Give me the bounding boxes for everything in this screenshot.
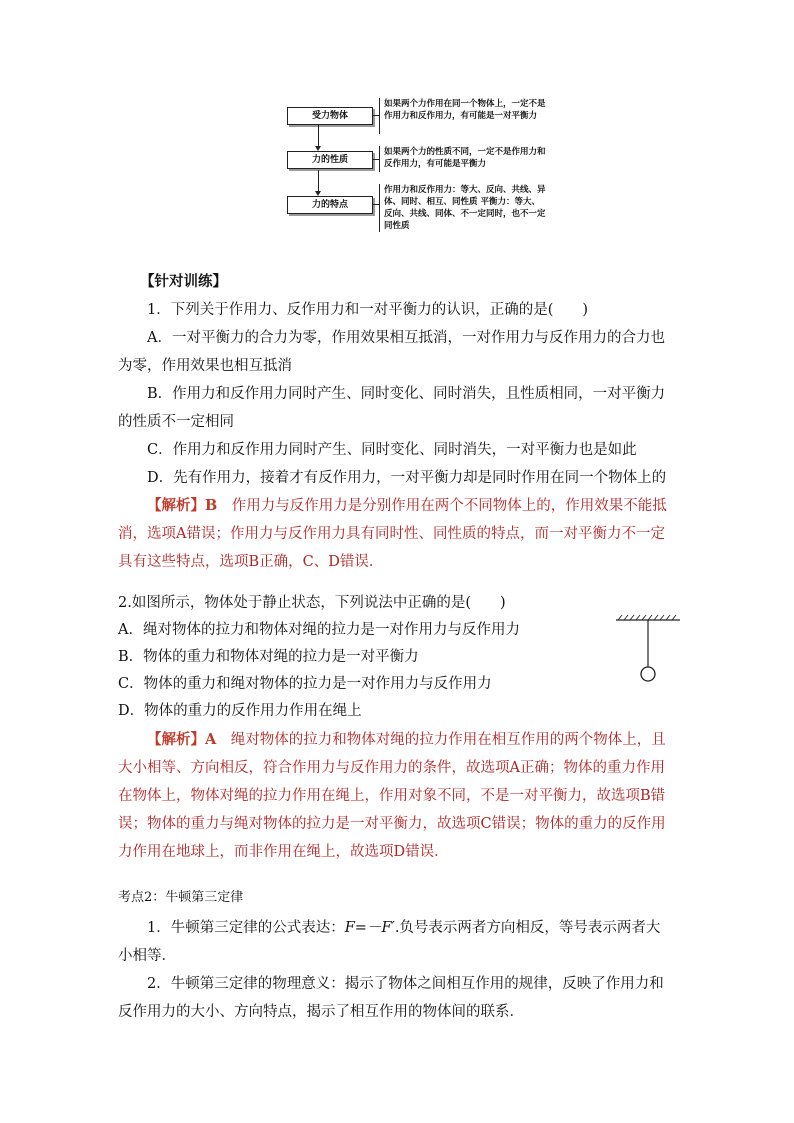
ball	[641, 667, 655, 681]
question-1-analysis	[118, 492, 674, 576]
question-2-option-d: D．物体的重力的反作用力作用在绳上	[118, 703, 362, 719]
point-1-prefix: 1．牛顿第三定律的公式表达：	[147, 920, 345, 936]
hanging-object-figure	[612, 612, 684, 686]
question-1-option-c: C．作用力和反作用力同时产生、同时变化、同时消失，一对平衡力也是如此	[147, 442, 637, 458]
question-2-option-b: B．物体的重力和物体对绳的拉力是一对平衡力	[118, 649, 419, 665]
kaodian-point-1	[118, 914, 674, 970]
analysis-tag: 【解析】B	[147, 497, 218, 514]
question-1-option-b: B．作用力和反作用力同时产生、同时变化、同时消失，且性质相同，一对平衡力的性质不一定相同	[118, 386, 666, 430]
analysis-text: 绳对物体的拉力和物体对绳的拉力作用在相互作用的两个物体上，且大小相等、方向相反，符合作用力与反作用力的条件，故选项A正确；物体的重力作用在物体上，物体对绳的拉力作用在绳上，作用对象不同，不是一对平衡力，故选项B错误；物体的重力与绳对物体的拉力是一对平衡力，故选项C错误；物体的重力的反作用力作用在地球上，而非作用在绳上，故选项D错误．	[118, 732, 666, 860]
kaodian-point-2: 2．牛顿第三定律的物理意义：揭示了物体之间相互作用的规律，反映了作用力和反作用力的大小、方向特点，揭示了相互作用的物体间的联系．	[118, 976, 664, 1020]
kaodian-body	[118, 914, 674, 1026]
question-2-analysis-block	[118, 726, 674, 866]
question-2-option-a: A．绳对物体的拉力和物体对绳的拉力是一对作用力与反作用力	[118, 622, 520, 638]
analysis-tag: 【解析】A	[147, 731, 217, 748]
question-1-option-d: D．先有作用力，接着才有反作用力，一对平衡力却是同时作用在同一个物体上的	[147, 470, 667, 486]
point-1-formula: F=－F′	[344, 920, 395, 936]
flow-note-2: 如果两个力的性质不同，一定不是作用力和反作用力，有可能是平衡力	[384, 147, 546, 169]
analysis-text: 作用力与反作用力是分别作用在两个不同物体上的，作用效果不能抵消，选项A错误；作用力与反作用力具有同时性、同性质的特点，而一对平衡力不一定具有这些特点，选项B正确，C、D错误．	[118, 498, 667, 570]
flow-connector	[318, 125, 319, 147]
flow-box-force-features: 力的特点	[287, 196, 373, 214]
question-2-stem: 2.如图所示，物体处于静止状态，下列说法中正确的是( )	[118, 595, 506, 611]
flow-note-3: 作用力和反作用力：等大、反向、共线、异体、同时、相互、同性质 平衡力：等大、反向、共线、同体、不一定同时，也不一定同性质	[384, 185, 546, 231]
question-1-option-a: A．一对平衡力的合力为零，作用效果相互抵消，一对作用力与反作用力的合力也为零，作用效果也相互抵消	[118, 330, 665, 374]
flow-connector	[318, 170, 319, 192]
flow-box-receiving-object: 受力物体	[287, 107, 373, 125]
flowchart	[0, 0, 794, 250]
flow-arrow-icon	[315, 191, 321, 196]
point-1-suffix: .负号表示两者方向相反，等号表示两者大小相等．	[118, 920, 661, 964]
ceiling-hatch	[618, 615, 676, 620]
question-1	[118, 296, 674, 576]
question-2-analysis	[118, 726, 674, 866]
section-heading: 【针对训练】	[140, 273, 227, 290]
question-2-option-c: C．物体的重力和绳对物体的拉力是一对作用力与反作用力	[118, 676, 492, 692]
question-1-stem: 1．下列关于作用力、反作用力和一对平衡力的认识，正确的是( )	[147, 302, 589, 318]
flow-box-force-nature: 力的性质	[287, 151, 373, 169]
question-2	[118, 590, 618, 725]
kaodian-title: 考点2：牛顿第三定律	[118, 890, 244, 905]
flow-note-1: 如果两个力作用在同一个物体上，一定不是作用力和反作用力，有可能是一对平衡力	[384, 99, 546, 121]
flow-arrow-icon	[315, 146, 321, 151]
